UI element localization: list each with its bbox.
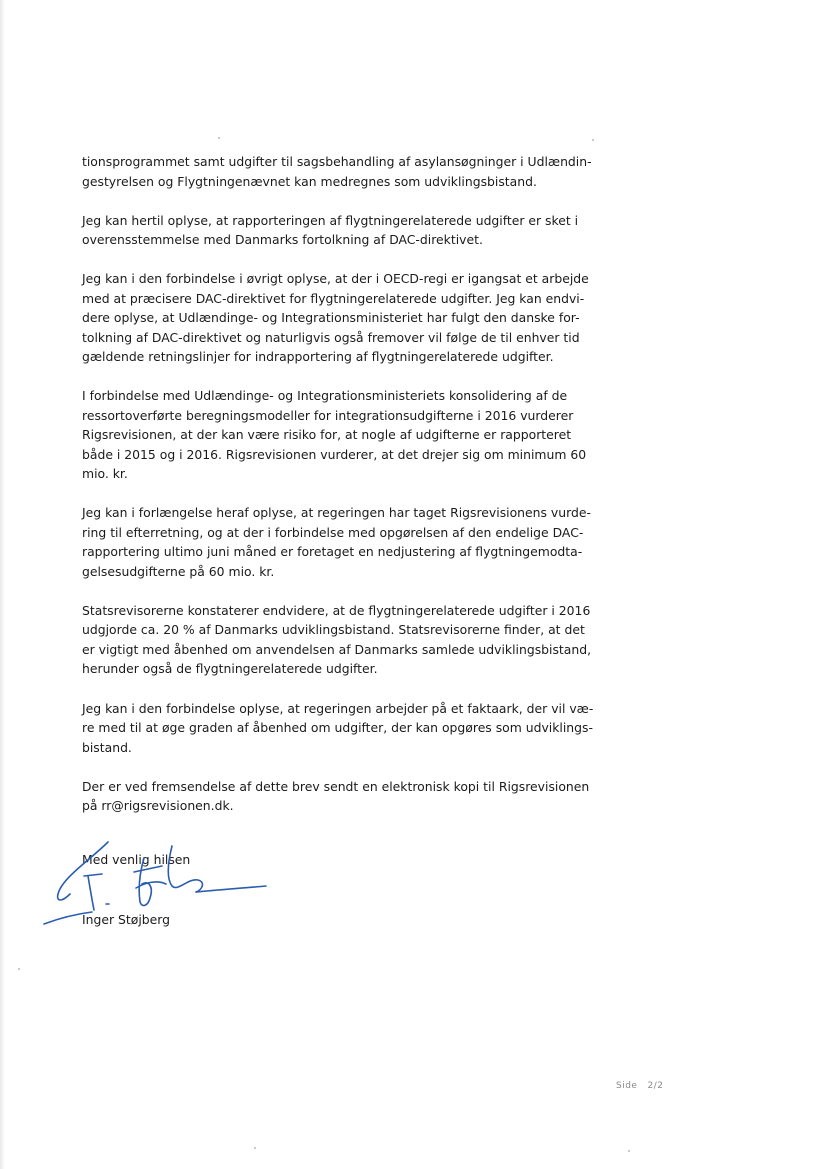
text-line: udgjorde ca. 20 % af Danmarks udviklingsbistand. Statsrevisorerne finder, at det <box>82 622 585 638</box>
scan-speck <box>218 137 220 139</box>
signer-name: Inger Støjberg <box>82 912 171 927</box>
text-line: re med til at øge graden af åbenhed om udgifter, der kan opgøres som udviklings- <box>82 720 593 736</box>
text-line: herunder også de flygtningerelaterede udgifter. <box>82 661 378 677</box>
paragraph <box>82 503 592 581</box>
text-line: gelsesudgifterne på 60 mio. kr. <box>82 563 275 579</box>
paragraph <box>82 386 592 484</box>
text-line: gestyrelsen og Flygtningenævnet kan medregnes som udviklingsbistand. <box>82 173 537 189</box>
text-line: tionsprogrammet samt udgifter til sagsbehandling af asylansøgninger i Udlændin- <box>82 154 592 169</box>
text-line: Jeg kan hertil oplyse, at rapporteringen af flygtningerelaterede udgifter er sket i <box>82 212 579 228</box>
text-line: Jeg kan i den forbindelse i øvrigt oplyse, at der i OECD-regi er igangsat et arbejde <box>82 271 589 287</box>
text-line: på rr@rigsrevisionen.dk. <box>82 798 234 814</box>
signature-stroke <box>134 866 162 872</box>
text-line: Jeg kan i den forbindelse oplyse, at regeringen arbejder på et faktaark, der vil væ- <box>82 700 594 716</box>
scan-speck <box>18 968 20 970</box>
page-number <box>616 1081 663 1091</box>
text-line: overensstemmelse med Danmarks fortolkning af DAC-direktivet. <box>82 232 483 248</box>
closing-greeting: Med venlig hilsen <box>82 852 191 867</box>
page-number-value: 2/2 <box>647 1081 664 1091</box>
paragraph <box>82 777 592 816</box>
paragraph <box>82 211 592 250</box>
page-label: Side <box>616 1081 638 1091</box>
paragraph <box>82 152 592 191</box>
signature-stroke <box>196 886 266 892</box>
scan-speck <box>628 1150 630 1152</box>
text-line: I forbindelse med Udlændinge- og Integrationsministeriets konsolidering af de <box>82 388 568 404</box>
text-line: Rigsrevisionen, at der kan være risiko for, at nogle af udgifterne er rapporteret <box>82 427 572 443</box>
text-line: er vigtigt med åbenhed om anvendelsen af Danmarks samlede udviklingsbistand, <box>82 641 592 657</box>
text-line: tolkning af DAC-direktivet og naturligvis også fremover vil følge de til enhver tid <box>82 329 580 345</box>
text-line: gældende retningslinjer for indrapportering af flygtningerelaterede udgifter. <box>82 349 554 365</box>
letter-body <box>82 152 592 835</box>
signature-stroke <box>84 874 102 876</box>
text-line: bistand. <box>82 739 132 755</box>
paragraph <box>82 269 592 367</box>
signature-stroke <box>88 876 94 910</box>
text-line: mio. kr. <box>82 466 128 482</box>
signature-stroke <box>58 842 108 900</box>
paragraph <box>82 699 592 758</box>
text-line: rapportering ultimo juni måned er foretaget en nedjustering af flygtningemodta- <box>82 544 583 560</box>
scan-shadow-edge <box>0 0 5 1169</box>
scan-speck <box>592 139 594 141</box>
text-line: Der er ved fremsendelse af dette brev sendt en elektronisk kopi til Rigsrevisionen <box>82 778 590 794</box>
scan-speck <box>254 1147 256 1149</box>
text-line: ring til efterretning, og at der i forbindelse med opgørelsen af den endelige DAC- <box>82 524 584 540</box>
text-line: dere oplyse, at Udlændinge- og Integrationsministeriet har fulgt den danske for- <box>82 310 580 326</box>
text-line: både i 2015 og i 2016. Rigsrevisionen vurderer, at det drejer sig om minimum 60 <box>82 446 587 462</box>
paragraph <box>82 601 592 679</box>
text-line: Jeg kan i forlængelse heraf oplyse, at regeringen har taget Rigsrevisionens vurde- <box>82 505 591 521</box>
text-line: med at præcisere DAC-direktivet for flygtningerelaterede udgifter. Jeg kan endvi- <box>82 290 585 306</box>
text-line: ressortoverførte beregningsmodeller for integrationsudgifterne i 2016 vurderer <box>82 407 574 423</box>
signature-stroke <box>139 858 151 905</box>
text-line: Statsrevisorerne konstaterer endvidere, at de flygtningerelaterede udgifter i 2016 <box>82 602 591 618</box>
signature-stroke <box>168 846 202 892</box>
